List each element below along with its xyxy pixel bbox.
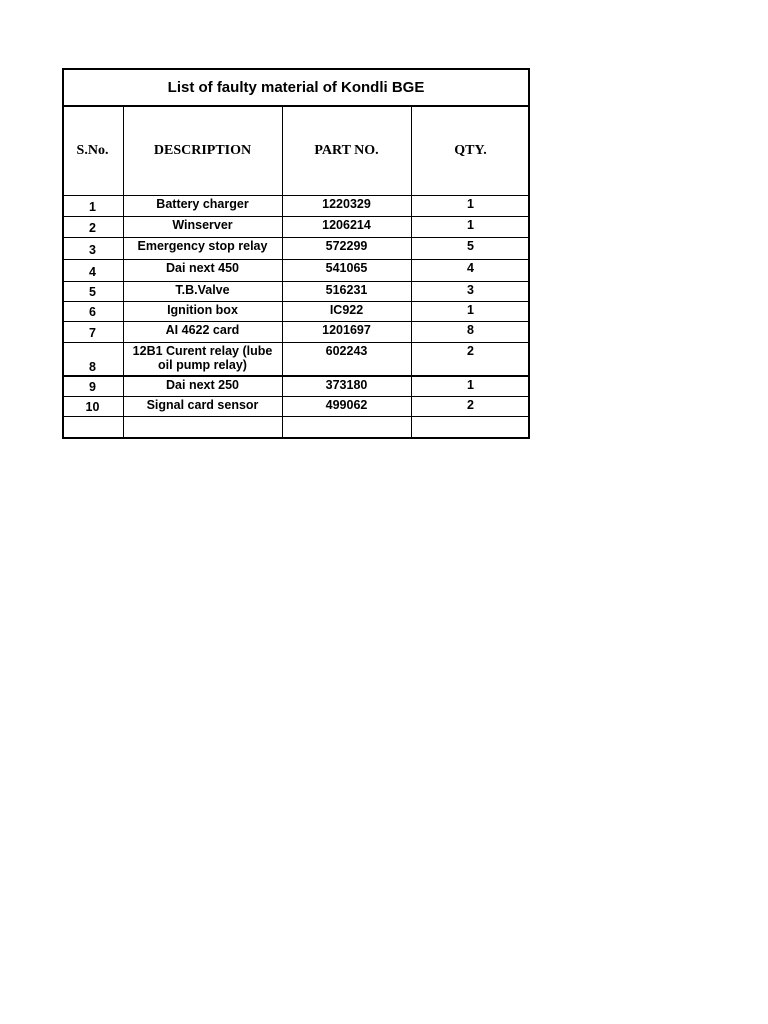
part-no-cell: 1220329 [322,197,371,211]
sno-cell: 7 [89,326,96,340]
qty-cell [411,416,530,438]
table-border-top [62,68,530,70]
table-title: List of faulty material of Kondli BGE [167,78,425,96]
description-cell: Emergency stop relay [137,239,268,253]
sno-cell [62,416,123,438]
sno-cell: 1 [89,200,96,214]
sno-cell: 3 [89,243,96,257]
part-no-cell: 516231 [325,283,368,297]
qty-cell: 1 [467,378,474,392]
header-description-col: DESCRIPTION [153,142,252,158]
description-cell: Battery charger [156,197,249,211]
sno-cell: 8 [89,360,96,374]
description-cell: Dai next 250 [166,378,239,392]
description-cell: 12B1 Curent relay (lube oil pump relay) [132,344,273,372]
sno-cell: 9 [89,380,96,394]
part-no-cell: 541065 [325,261,368,275]
qty-cell: 2 [467,398,474,412]
header-part-no-col: PART NO. [314,142,379,158]
qty-cell: 8 [467,323,474,337]
description-cell: T.B.Valve [175,283,230,297]
description-cell: Ignition box [167,303,238,317]
part-no-cell: 373180 [325,378,368,392]
part-no-cell: 499062 [325,398,368,412]
part-no-cell: IC922 [329,303,364,317]
part-no-cell: 572299 [325,239,368,253]
sno-cell: 10 [85,400,100,414]
sno-cell: 5 [89,285,96,299]
sno-cell: 2 [89,221,96,235]
qty-cell: 3 [467,283,474,297]
sno-cell: 4 [89,265,96,279]
qty-cell: 2 [467,344,474,358]
description-cell [123,416,282,438]
description-cell: Signal card sensor [146,398,259,412]
header-qty-col: QTY. [454,142,487,158]
qty-cell: 1 [467,303,474,317]
qty-cell: 5 [467,239,474,253]
qty-cell: 1 [467,197,474,211]
description-cell: Winserver [172,218,233,232]
part-no-cell [282,416,411,438]
part-no-cell: 602243 [325,344,368,358]
part-no-cell: 1206214 [322,218,371,232]
description-cell: AI 4622 card [165,323,240,337]
header-sno-col: S.No. [76,142,109,158]
part-no-cell: 1201697 [322,323,371,337]
sno-cell: 6 [89,305,96,319]
qty-cell: 4 [467,261,474,275]
qty-cell: 1 [467,218,474,232]
faulty-material-table [62,68,530,438]
description-cell: Dai next 450 [166,261,239,275]
